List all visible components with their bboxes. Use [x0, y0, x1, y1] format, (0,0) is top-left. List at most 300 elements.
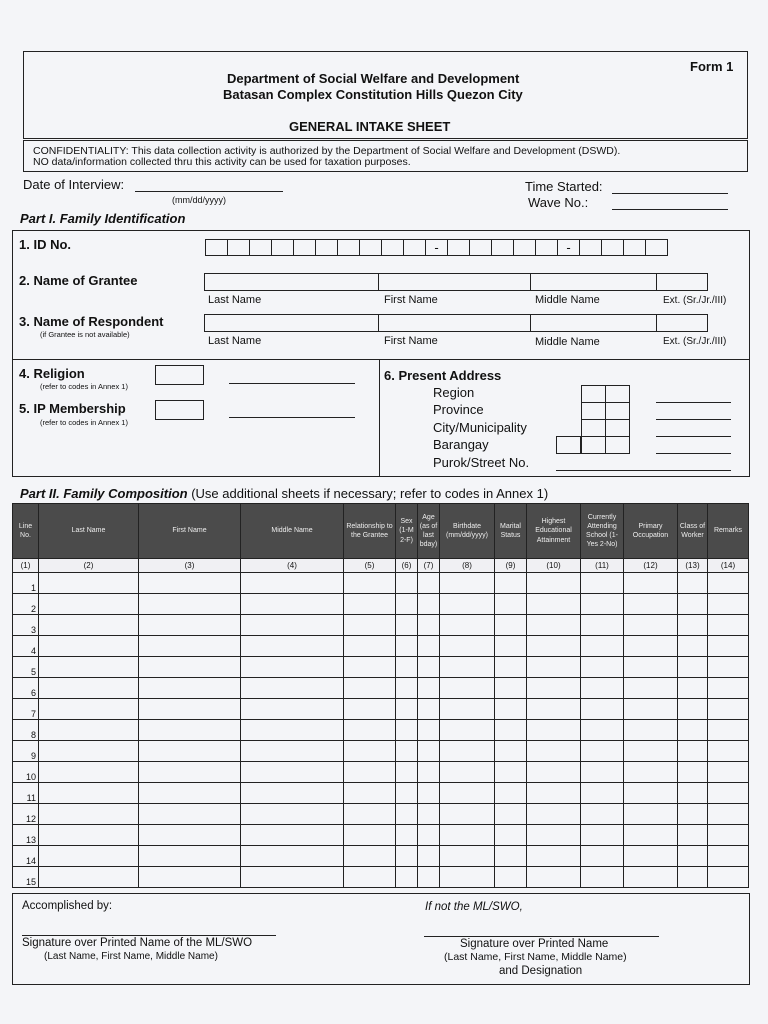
table-cell[interactable] [139, 615, 241, 636]
table-cell[interactable] [708, 678, 749, 699]
city-field[interactable] [656, 436, 731, 437]
table-cell[interactable] [624, 804, 678, 825]
ip-membership-code-box[interactable] [155, 400, 204, 420]
table-cell[interactable] [495, 846, 527, 867]
table-cell[interactable] [527, 615, 581, 636]
col-header: Age (as of last bday) [418, 504, 440, 559]
table-cell[interactable] [241, 678, 344, 699]
family-composition-table [12, 503, 749, 888]
table-cell[interactable] [39, 636, 139, 657]
table-cell[interactable] [139, 699, 241, 720]
table-cell[interactable] [241, 699, 344, 720]
table-cell[interactable] [344, 804, 396, 825]
table-cell[interactable] [581, 678, 624, 699]
table-cell[interactable] [678, 657, 708, 678]
table-cell[interactable] [396, 867, 418, 888]
other-designation: and Designation [499, 965, 583, 977]
grantee-ext-label: Ext. (Sr./Jr./III) [663, 295, 727, 306]
table-cell[interactable] [418, 657, 440, 678]
table-cell[interactable] [39, 720, 139, 741]
table-cell[interactable] [624, 825, 678, 846]
col-number: (6) [396, 559, 418, 573]
col-header: Sex (1-M 2-F) [396, 504, 418, 559]
table-cell[interactable] [440, 846, 495, 867]
table-cell[interactable] [396, 699, 418, 720]
table-cell[interactable] [624, 741, 678, 762]
table-cell[interactable] [396, 636, 418, 657]
table-cell[interactable] [39, 699, 139, 720]
table-cell[interactable] [344, 825, 396, 846]
line-number: 8 [13, 720, 39, 741]
confidentiality-line-1: CONFIDENTIALITY: This data collection activity is authorized by the Department of Social Welfare and Development (DSWD). [33, 145, 621, 157]
table-cell[interactable] [139, 720, 241, 741]
ip-membership-hint: (refer to codes in Annex 1) [40, 418, 128, 427]
line-number: 15 [13, 867, 39, 888]
table-cell[interactable] [581, 783, 624, 804]
table-cell[interactable] [241, 825, 344, 846]
table-cell[interactable] [495, 678, 527, 699]
address-city-label: City/Municipality [433, 420, 527, 435]
table-cell[interactable] [678, 699, 708, 720]
table-cell[interactable] [624, 615, 678, 636]
time-started-field[interactable] [612, 193, 728, 194]
table-cell[interactable] [624, 657, 678, 678]
table-cell[interactable] [241, 657, 344, 678]
table-cell[interactable] [39, 804, 139, 825]
col-number: (14) [708, 559, 749, 573]
col-number: (1) [13, 559, 39, 573]
table-cell[interactable] [440, 783, 495, 804]
table-row [13, 594, 749, 615]
table-cell[interactable] [678, 825, 708, 846]
table-cell[interactable] [624, 699, 678, 720]
table-cell[interactable] [440, 825, 495, 846]
province-code-cell-1[interactable] [581, 402, 606, 420]
table-cell[interactable] [344, 783, 396, 804]
table-cell[interactable] [624, 867, 678, 888]
grantee-name-field[interactable] [205, 273, 708, 291]
table-cell[interactable] [708, 594, 749, 615]
table-cell[interactable] [344, 846, 396, 867]
table-cell[interactable] [581, 720, 624, 741]
table-cell[interactable] [708, 762, 749, 783]
table-cell[interactable] [396, 762, 418, 783]
table-cell[interactable] [418, 783, 440, 804]
table-cell[interactable] [581, 846, 624, 867]
table-cell[interactable] [624, 636, 678, 657]
table-cell[interactable] [39, 867, 139, 888]
table-cell[interactable] [624, 594, 678, 615]
table-cell[interactable] [527, 573, 581, 594]
table-cell[interactable] [527, 825, 581, 846]
table-cell[interactable] [344, 615, 396, 636]
table-cell[interactable] [139, 678, 241, 699]
date-of-interview-field[interactable] [135, 191, 283, 192]
table-cell[interactable] [418, 846, 440, 867]
table-cell[interactable] [527, 762, 581, 783]
respondent-ext-label: Ext. (Sr./Jr./III) [663, 336, 727, 347]
part1-title: Part I. Family Identification [20, 211, 186, 226]
table-cell[interactable] [344, 678, 396, 699]
table-cell[interactable] [624, 720, 678, 741]
table-row [13, 636, 749, 657]
id-no-cells[interactable]: - - [206, 239, 668, 256]
table-cell[interactable] [440, 678, 495, 699]
table-cell[interactable] [241, 804, 344, 825]
table-cell[interactable] [581, 657, 624, 678]
table-cell[interactable] [581, 741, 624, 762]
table-cell[interactable] [241, 762, 344, 783]
table-cell[interactable] [527, 846, 581, 867]
table-cell[interactable] [678, 615, 708, 636]
table-cell[interactable] [440, 615, 495, 636]
col-number: (3) [139, 559, 241, 573]
barangay-field[interactable] [656, 453, 731, 454]
table-cell[interactable] [440, 636, 495, 657]
table-cell[interactable] [418, 741, 440, 762]
table-cell[interactable] [241, 594, 344, 615]
table-cell[interactable] [344, 657, 396, 678]
department-name: Department of Social Welfare and Development [227, 71, 520, 86]
table-cell[interactable] [495, 699, 527, 720]
col-header: Marital Status [495, 504, 527, 559]
table-cell[interactable] [396, 657, 418, 678]
city-code-cell-2[interactable] [605, 419, 630, 437]
province-field[interactable] [656, 419, 731, 420]
table-cell[interactable] [440, 804, 495, 825]
address-barangay-label: Barangay [433, 437, 489, 452]
table-cell[interactable] [678, 594, 708, 615]
table-cell[interactable] [344, 594, 396, 615]
table-row [13, 573, 749, 594]
ml-swo-signature-caption: Signature over Printed Name of the ML/SWO [22, 937, 253, 949]
table-cell[interactable] [440, 720, 495, 741]
table-cell[interactable] [708, 699, 749, 720]
table-cell[interactable] [139, 804, 241, 825]
table-cell[interactable] [495, 573, 527, 594]
table-cell[interactable] [139, 573, 241, 594]
table-cell[interactable] [440, 657, 495, 678]
table-cell[interactable] [708, 846, 749, 867]
table-cell[interactable] [418, 594, 440, 615]
id-no-label: 1. ID No. [19, 237, 72, 252]
table-cell[interactable] [527, 594, 581, 615]
table-cell[interactable] [581, 804, 624, 825]
table-cell[interactable] [39, 594, 139, 615]
table-cell[interactable] [624, 678, 678, 699]
table-cell[interactable] [39, 741, 139, 762]
table-cell[interactable] [139, 636, 241, 657]
table-cell[interactable] [708, 825, 749, 846]
table-cell[interactable] [581, 573, 624, 594]
table-cell[interactable] [495, 867, 527, 888]
table-cell[interactable] [396, 573, 418, 594]
table-cell[interactable] [495, 657, 527, 678]
grantee-middle-name-label: Middle Name [535, 294, 600, 306]
table-cell[interactable] [139, 783, 241, 804]
table-cell[interactable] [527, 867, 581, 888]
table-cell[interactable] [708, 783, 749, 804]
table-cell[interactable] [708, 741, 749, 762]
col-header: Highest Educational Attainment [527, 504, 581, 559]
table-cell[interactable] [139, 846, 241, 867]
table-cell[interactable] [495, 825, 527, 846]
table-cell[interactable] [39, 783, 139, 804]
table-cell[interactable] [241, 720, 344, 741]
col-number: (2) [39, 559, 139, 573]
religion-code-box[interactable] [155, 365, 204, 385]
table-cell[interactable] [678, 636, 708, 657]
col-number: (8) [440, 559, 495, 573]
table-column-number-row [13, 559, 749, 573]
col-number: (4) [241, 559, 344, 573]
table-cell[interactable] [440, 762, 495, 783]
table-cell[interactable] [344, 573, 396, 594]
table-cell[interactable] [527, 657, 581, 678]
table-cell[interactable] [708, 573, 749, 594]
accomplished-by-label: Accomplished by: [22, 900, 113, 912]
table-cell[interactable] [495, 636, 527, 657]
table-cell[interactable] [678, 762, 708, 783]
table-cell[interactable] [440, 867, 495, 888]
table-cell[interactable] [678, 678, 708, 699]
table-cell[interactable] [39, 825, 139, 846]
table-row [13, 804, 749, 825]
table-cell[interactable] [396, 594, 418, 615]
table-cell[interactable] [139, 594, 241, 615]
other-signature-caption: Signature over Printed Name [460, 938, 609, 950]
table-cell[interactable] [418, 615, 440, 636]
religion-hint: (refer to codes in Annex 1) [40, 382, 128, 391]
wave-no-label: Wave No.: [528, 195, 589, 210]
table-row [13, 657, 749, 678]
part2-subtitle: (Use additional sheets if necessary; refer to codes in Annex 1) [191, 486, 549, 501]
col-header: Last Name [39, 504, 139, 559]
table-cell[interactable] [241, 783, 344, 804]
col-number: (10) [527, 559, 581, 573]
table-cell[interactable] [624, 573, 678, 594]
table-row [13, 699, 749, 720]
table-cell[interactable] [708, 720, 749, 741]
barangay-code-cell-1[interactable] [556, 436, 581, 454]
table-cell[interactable] [581, 636, 624, 657]
table-cell[interactable] [440, 699, 495, 720]
line-number: 3 [13, 615, 39, 636]
table-cell[interactable] [527, 636, 581, 657]
table-cell[interactable] [440, 573, 495, 594]
ip-membership-field[interactable] [229, 417, 355, 418]
table-cell[interactable] [708, 615, 749, 636]
table-cell[interactable] [396, 804, 418, 825]
table-cell[interactable] [624, 783, 678, 804]
table-cell[interactable] [418, 804, 440, 825]
table-cell[interactable] [708, 867, 749, 888]
table-cell[interactable] [495, 762, 527, 783]
respondent-middle-name-label: Middle Name [535, 336, 600, 348]
table-cell[interactable] [344, 867, 396, 888]
line-number: 14 [13, 846, 39, 867]
col-number: (9) [495, 559, 527, 573]
col-number: (11) [581, 559, 624, 573]
purok-field[interactable] [556, 470, 731, 471]
table-cell[interactable] [678, 573, 708, 594]
col-header: Middle Name [241, 504, 344, 559]
table-cell[interactable] [708, 657, 749, 678]
table-cell[interactable] [396, 615, 418, 636]
table-cell[interactable] [396, 741, 418, 762]
table-cell[interactable] [139, 741, 241, 762]
respondent-hint: (if Grantee is not available) [40, 330, 130, 339]
table-cell[interactable] [418, 636, 440, 657]
col-header: Birthdate (mm/dd/yyyy) [440, 504, 495, 559]
table-cell[interactable] [396, 678, 418, 699]
ml-swo-signature-line[interactable] [22, 935, 276, 936]
department-address: Batasan Complex Constitution Hills Quezon City [223, 87, 523, 102]
if-not-ml-swo-label: If not the ML/SWO, [425, 901, 523, 913]
table-cell[interactable] [527, 783, 581, 804]
col-header: Line No. [13, 504, 39, 559]
table-cell[interactable] [495, 594, 527, 615]
table-cell[interactable] [241, 636, 344, 657]
table-cell[interactable] [495, 720, 527, 741]
table-cell[interactable] [440, 594, 495, 615]
table-cell[interactable] [527, 720, 581, 741]
grantee-last-name-label: Last Name [208, 294, 262, 306]
barangay-code-cell-3[interactable] [605, 436, 630, 454]
barangay-code-cell-2[interactable] [581, 436, 606, 454]
table-cell[interactable] [418, 573, 440, 594]
table-cell[interactable] [396, 783, 418, 804]
table-cell[interactable] [344, 636, 396, 657]
col-header: Primary Occupation [624, 504, 678, 559]
table-cell[interactable] [139, 825, 241, 846]
table-cell[interactable] [418, 699, 440, 720]
respondent-label: 3. Name of Respondent [19, 314, 164, 329]
region-code-cell-2[interactable] [605, 385, 630, 403]
table-cell[interactable] [527, 741, 581, 762]
table-cell[interactable] [495, 741, 527, 762]
address-region-label: Region [433, 385, 475, 400]
col-number: (7) [418, 559, 440, 573]
table-cell[interactable] [581, 867, 624, 888]
table-cell[interactable] [139, 657, 241, 678]
other-signature-line[interactable] [424, 936, 659, 937]
table-cell[interactable] [581, 762, 624, 783]
table-cell[interactable] [624, 846, 678, 867]
table-cell[interactable] [624, 762, 678, 783]
line-number: 12 [13, 804, 39, 825]
table-cell[interactable] [39, 615, 139, 636]
address-purok-label: Purok/Street No. [433, 455, 530, 470]
table-cell[interactable] [241, 615, 344, 636]
line-number: 4 [13, 636, 39, 657]
table-cell[interactable] [418, 825, 440, 846]
col-header: Remarks [708, 504, 749, 559]
table-cell[interactable] [241, 741, 344, 762]
religion-field[interactable] [229, 383, 355, 384]
region-code-cell-1[interactable] [581, 385, 606, 403]
table-row [13, 678, 749, 699]
table-cell[interactable] [39, 657, 139, 678]
table-cell[interactable] [396, 846, 418, 867]
table-cell[interactable] [418, 678, 440, 699]
table-cell[interactable] [241, 573, 344, 594]
table-cell[interactable] [581, 825, 624, 846]
wave-no-field[interactable] [612, 209, 728, 210]
table-cell[interactable] [678, 804, 708, 825]
table-cell[interactable] [344, 699, 396, 720]
form-label: Form 1 [690, 59, 734, 74]
table-cell[interactable] [39, 678, 139, 699]
table-cell[interactable] [678, 720, 708, 741]
confidentiality-line-2: NO data/information collected thru this activity can be used for taxation purposes. [33, 156, 411, 168]
col-number: (5) [344, 559, 396, 573]
region-field[interactable] [656, 402, 731, 403]
respondent-name-field[interactable] [205, 314, 708, 332]
table-cell[interactable] [39, 846, 139, 867]
table-cell[interactable] [678, 783, 708, 804]
table-cell[interactable] [527, 699, 581, 720]
table-cell[interactable] [396, 825, 418, 846]
table-cell[interactable] [678, 867, 708, 888]
table-cell[interactable] [495, 783, 527, 804]
table-cell[interactable] [581, 699, 624, 720]
line-number: 10 [13, 762, 39, 783]
table-cell[interactable] [344, 741, 396, 762]
part2-heading [20, 487, 548, 501]
table-header-row [13, 504, 749, 559]
line-number: 11 [13, 783, 39, 804]
table-cell[interactable] [678, 846, 708, 867]
grantee-label: 2. Name of Grantee [19, 273, 138, 288]
table-cell[interactable] [708, 636, 749, 657]
table-cell[interactable] [678, 741, 708, 762]
table-cell[interactable] [527, 804, 581, 825]
table-cell[interactable] [708, 804, 749, 825]
table-cell[interactable] [241, 867, 344, 888]
respondent-last-name-label: Last Name [208, 335, 262, 347]
table-cell[interactable] [418, 867, 440, 888]
col-number: (12) [624, 559, 678, 573]
table-cell[interactable] [39, 762, 139, 783]
col-header: Relationship to the Grantee [344, 504, 396, 559]
table-cell[interactable] [495, 804, 527, 825]
table-cell[interactable] [139, 762, 241, 783]
table-cell[interactable] [39, 573, 139, 594]
other-name-format: (Last Name, First Name, Middle Name) [444, 951, 627, 963]
table-cell[interactable] [581, 594, 624, 615]
line-number: 6 [13, 678, 39, 699]
table-row [13, 741, 749, 762]
province-code-cell-2[interactable] [605, 402, 630, 420]
table-cell[interactable] [527, 678, 581, 699]
table-cell[interactable] [418, 762, 440, 783]
ml-swo-name-format: (Last Name, First Name, Middle Name) [44, 951, 218, 962]
line-number: 2 [13, 594, 39, 615]
table-cell[interactable] [396, 720, 418, 741]
table-cell[interactable] [440, 741, 495, 762]
table-cell[interactable] [241, 846, 344, 867]
table-cell[interactable] [344, 720, 396, 741]
col-number: (13) [678, 559, 708, 573]
city-code-cell-1[interactable] [581, 419, 606, 437]
table-cell[interactable] [344, 762, 396, 783]
table-row [13, 867, 749, 888]
table-cell[interactable] [418, 720, 440, 741]
table-cell[interactable] [495, 615, 527, 636]
table-cell[interactable] [139, 867, 241, 888]
table-cell[interactable] [581, 615, 624, 636]
